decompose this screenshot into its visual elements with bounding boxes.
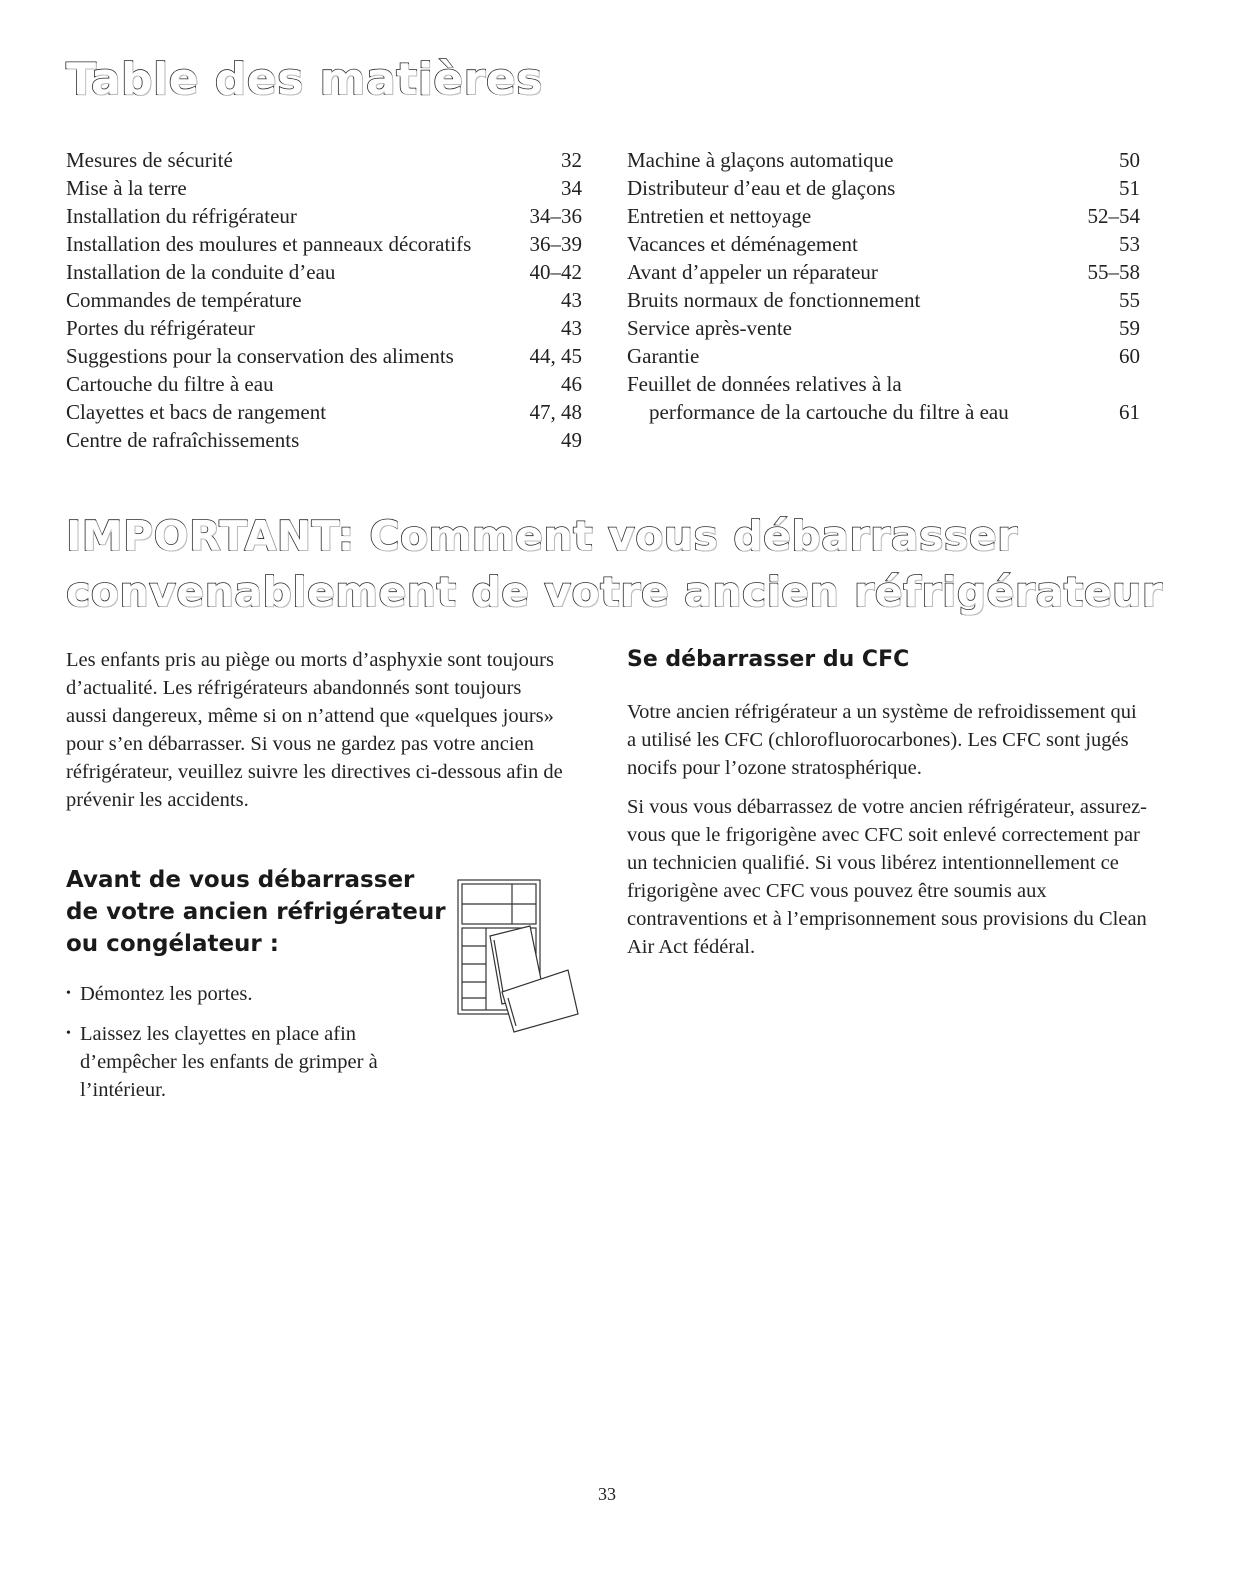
toc-entry <box>66 342 582 370</box>
before-disposal-heading <box>66 864 456 960</box>
toc-entry <box>66 398 582 426</box>
important-heading-line2: convenablement de votre ancien réfrigérateur <box>66 568 1163 616</box>
toc-entry <box>66 230 582 258</box>
toc-entry-page: 53 <box>1119 232 1140 256</box>
toc-title: Table des matières <box>66 54 543 105</box>
toc-entry-page: 44, 45 <box>529 344 582 368</box>
disposal-steps-list <box>66 980 436 1116</box>
toc-entry-page: 46 <box>561 372 582 396</box>
toc-entry <box>627 174 1140 202</box>
intro-paragraph: Les enfants pris au piège ou morts d’asphyxie sont toujours d’actualité. Les réfrigérateurs abandonnés sont toujours aussi dangereux, même si on n’attend que «quelques jours» pour s’en débarrasser. Si vous ne gardez pas votre ancien réfrigérateur, veuillez suivre les directives ci-dessous afin de prévenir les accidents. <box>66 649 563 811</box>
toc-entry-page: 60 <box>1119 344 1140 368</box>
toc-entry-label: Avant d’appeler un réparateur <box>627 260 878 284</box>
page-number: 33 <box>598 1484 616 1504</box>
toc-entry <box>627 398 1140 426</box>
toc-entry-label: Vacances et déménagement <box>627 232 858 256</box>
toc-entry <box>66 258 582 286</box>
toc-entry <box>66 202 582 230</box>
bullet-icon: • <box>66 986 71 1001</box>
toc-entry-page: 36–39 <box>529 232 582 256</box>
toc-entry-label: Clayettes et bacs de rangement <box>66 400 327 424</box>
toc-entry <box>627 286 1140 314</box>
cfc-paragraph-2: Si vous vous débarrassez de votre ancien réfrigérateur, assurez-vous que le frigorigène avec CFC soit enlevé correctement par un technicien qualifié. Si vous libérez intentionnellement ce frigorigène avec CFC vous pouvez être soumis aux contraventions et à l’emprisonnement sous provisions du Clean Air Act fédéral. <box>627 796 1147 958</box>
toc-entry-page: 55–58 <box>1087 260 1140 284</box>
toc-entry-label: Installation du réfrigérateur <box>66 204 297 228</box>
toc-entry-label: Entretien et nettoyage <box>627 204 812 228</box>
toc-entry-label: Installation des moulures et panneaux décoratifs <box>66 232 472 256</box>
toc-right-column <box>627 146 1140 426</box>
list-item-text: Laissez les clayettes en place afin d’empêcher les enfants de grimper à l’intérieur. <box>80 1023 378 1101</box>
toc-entry-page: 52–54 <box>1087 204 1140 228</box>
list-item-text: Démontez les portes. <box>80 983 253 1005</box>
toc-entry-label: Commandes de température <box>66 288 302 312</box>
toc-left-column <box>66 146 582 454</box>
toc-entry-page: 32 <box>561 148 582 172</box>
toc-entry-label: Portes du réfrigérateur <box>66 316 255 340</box>
toc-entry-label: Mise à la terre <box>66 176 187 200</box>
toc-entry <box>627 314 1140 342</box>
toc-entry <box>627 230 1140 258</box>
toc-entry-page: 50 <box>1119 148 1140 172</box>
cfc-paragraph-1: Votre ancien réfrigérateur a un système de refroidissement qui a utilisé les CFC (chlorofluorocarbones). Les CFC sont jugés nocifs pour l’ozone stratosphérique. <box>627 701 1137 779</box>
toc-entry-label: Suggestions pour la conservation des aliments <box>66 344 454 368</box>
toc-entry-label: Service après-vente <box>627 316 792 340</box>
before-heading-line1: Avant de vous débarrasser <box>66 867 415 893</box>
cfc-heading: Se débarrasser du CFC <box>627 647 910 672</box>
toc-entry-page: 34–36 <box>529 204 582 228</box>
toc-entry <box>627 370 1140 398</box>
toc-entry <box>627 258 1140 286</box>
toc-entry <box>627 202 1140 230</box>
toc-entry-page: 55 <box>1119 288 1140 312</box>
before-heading-line3: ou congélateur : <box>66 931 279 957</box>
bullet-icon: • <box>66 1026 71 1041</box>
list-item <box>66 1020 436 1104</box>
refrigerator-doors-removed-icon <box>456 876 580 1034</box>
toc-entry-page: 34 <box>561 176 582 200</box>
toc-entry-page: 43 <box>561 316 582 340</box>
toc-entry-page: 61 <box>1119 400 1140 424</box>
toc-entry-page: 51 <box>1119 176 1140 200</box>
toc-entry-label: Distributeur d’eau et de glaçons <box>627 176 896 200</box>
toc-entry-label: performance de la cartouche du filtre à eau <box>649 400 1009 424</box>
toc-entry-page: 59 <box>1119 316 1140 340</box>
toc-entry-label: Machine à glaçons automatique <box>627 148 894 172</box>
toc-entry-label: Installation de la conduite d’eau <box>66 260 336 284</box>
toc-entry <box>66 370 582 398</box>
toc-entry-page: 43 <box>561 288 582 312</box>
before-heading-line2: de votre ancien réfrigérateur <box>66 899 446 925</box>
important-heading-line1: IMPORTANT: Comment vous débarrasser <box>66 512 1018 560</box>
toc-entry-label: Centre de rafraîchissements <box>66 428 300 452</box>
toc-entry <box>66 314 582 342</box>
toc-entry <box>627 146 1140 174</box>
toc-entry-label: Bruits normaux de fonctionnement <box>627 288 921 312</box>
toc-entry-label: Cartouche du filtre à eau <box>66 372 274 396</box>
toc-entry-label: Feuillet de données relatives à la <box>627 372 902 396</box>
toc-entry-page: 40–42 <box>529 260 582 284</box>
toc-entry <box>66 426 582 454</box>
list-item <box>66 980 436 1008</box>
toc-entry-page: 49 <box>561 428 582 452</box>
toc-entry-page: 47, 48 <box>529 400 582 424</box>
toc-entry <box>66 286 582 314</box>
toc-entry-label: Mesures de sécurité <box>66 148 233 172</box>
toc-entry <box>66 174 582 202</box>
toc-entry-label: Garantie <box>627 344 700 368</box>
important-heading <box>66 508 1186 620</box>
toc-entry <box>627 342 1140 370</box>
toc-entry <box>66 146 582 174</box>
